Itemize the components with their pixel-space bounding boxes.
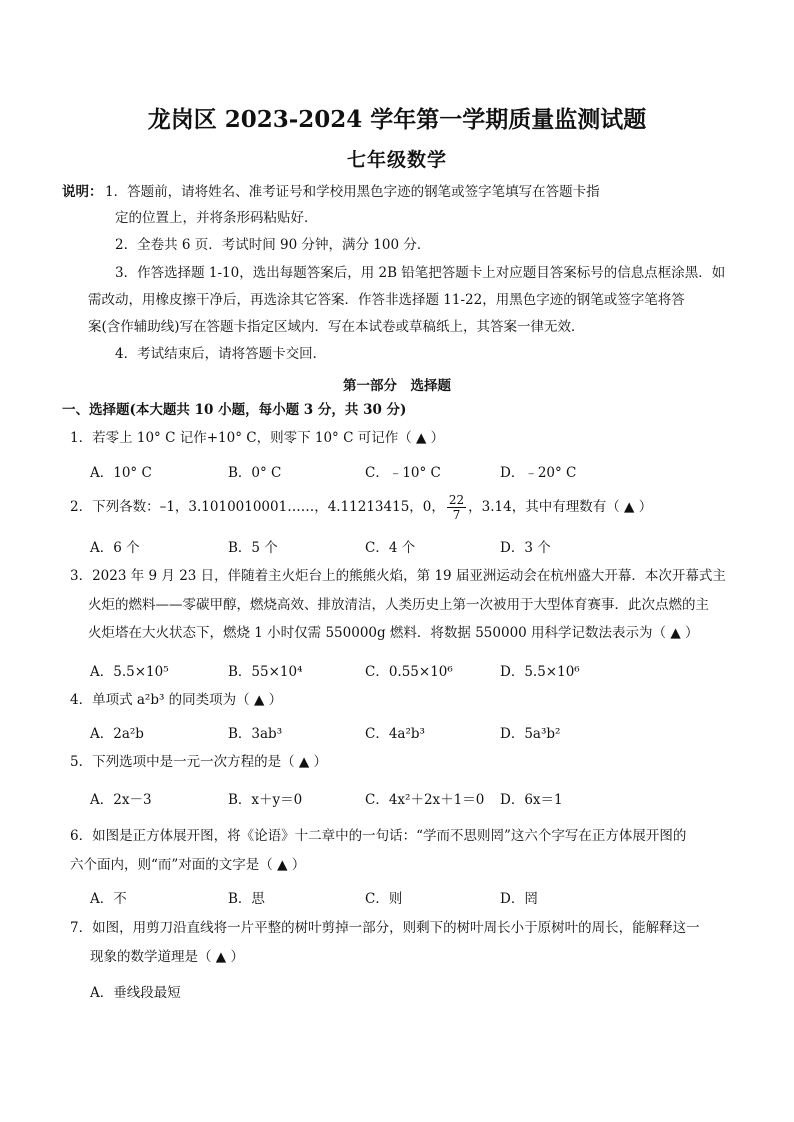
q1-option-b: B．0° C — [228, 465, 282, 481]
q5-stem: 5．下列选项中是一元一次方程的是（ ▲ ） — [70, 754, 328, 770]
q4-option-b: B．3ab³ — [228, 726, 283, 742]
q3-line-3: 火炬塔在大火状态下，燃烧 1 小时仅需 550000g 燃料．将数据 550000 用科学记数法表示为（ ▲ ） — [88, 625, 699, 641]
q4-option-a: A．2a²b — [90, 726, 144, 742]
q3-option-a: A．5.5×10⁵ — [90, 664, 169, 680]
q2-option-b: B．5 个 — [228, 540, 278, 556]
q4-option-d: D．5a³b² — [500, 726, 561, 742]
q5-option-c: C．4x²＋2x＋1＝0 — [365, 792, 485, 808]
q6-line-1: 6．如图是正方体展开图，将《论语》十二章中的一句话：“学而不思则罔”这六个字写在正方体展开图的 — [70, 828, 687, 844]
note-4: 4．考试结束后，请将答题卡交回． — [115, 346, 327, 362]
note-2: 2．全卷共 6 页．考试时间 90 分钟，满分 100 分． — [115, 237, 431, 253]
section-heading: 一、选择题(本大题共 10 小题，每小题 3 分，共 30 分) — [62, 402, 407, 418]
q2-fraction — [447, 493, 466, 522]
q5-option-b: B．x＋y＝0 — [228, 792, 303, 808]
page-subtitle: 七年级数学 — [346, 149, 447, 171]
q7-line-2: 现象的数学道理是（ ▲ ） — [90, 949, 244, 965]
note-3b: 需改动，用橡皮擦干净后，再选涂其它答案．作答非选择题 11-22，用黑色字迹的钢笔或签字笔将答 — [88, 292, 685, 308]
q6-option-d: D．罔 — [500, 891, 538, 907]
q1-option-d: D．﹣20° C — [500, 465, 577, 481]
q3-line-2: 火炬的燃料——零碳甲醇，燃烧高效、排放清洁，人类历史上第一次被用于大型体育赛事．此次点燃的主 — [88, 597, 709, 613]
q2-stem-pre: 2．下列各数：–1，3.1010010001……，4.11213415，0， — [70, 499, 445, 515]
q2-fraction-numerator: 22 — [448, 493, 465, 507]
q2-option-c: C．4 个 — [365, 540, 416, 556]
q6-line-2: 六个面内，则“而”对面的文字是（ ▲ ） — [70, 857, 306, 873]
note-1a: 1．答题前，请将姓名、准考证号和学校用黑色字迹的钢笔或签字笔填写在答题卡指 — [105, 184, 600, 200]
q3-option-b: B．55×10⁴ — [228, 664, 303, 680]
q4-stem: 4．单项式 a²b³ 的同类项为（ ▲ ） — [70, 692, 283, 708]
q5-option-d: D．6x＝1 — [500, 792, 563, 808]
q4-option-c: C．4a²b³ — [365, 726, 425, 742]
q5-option-a: A．2x－3 — [90, 792, 152, 808]
q3-option-d: D．5.5×10⁶ — [500, 664, 580, 680]
q2-fraction-denominator: 7 — [452, 508, 461, 522]
q2-option-d: D．3 个 — [500, 540, 551, 556]
page-title: 龙岗区 2023-2024 学年第一学期质量监测试题 — [147, 106, 647, 133]
note-3c: 案(含作辅助线)写在答题卡指定区域内．写在本试卷或草稿纸上，其答案一律无效． — [88, 319, 585, 335]
q1-stem: 1．若零上 10° C 记作+10° C，则零下 10° C 可记作（ ▲ ） — [70, 430, 445, 446]
note-3a: 3．作答选择题 1-10，选出每题答案后，用 2B 铅笔把答题卡上对应题目答案标号的信息点框涂黑．如 — [115, 265, 726, 281]
q3-line-1: 3．2023 年 9 月 23 日，伴随着主火炬台上的熊熊火焰，第 19 届亚洲运动会在杭州盛大开幕．本次开幕式主 — [70, 568, 726, 584]
q6-option-c: C．则 — [365, 891, 403, 907]
q7-option-a: A．垂线段最短 — [90, 985, 181, 1001]
q1-option-c: C．﹣10° C — [365, 465, 441, 481]
q1-option-a: A．10° C — [90, 465, 152, 481]
notes-label: 说明： — [62, 184, 103, 200]
q2-stem-post: ，3.14，其中有理数有（ ▲ ） — [468, 499, 653, 515]
part-heading: 第一部分 选择题 — [343, 378, 451, 394]
q3-option-c: C．0.55×10⁶ — [365, 664, 453, 680]
q2-stem — [70, 493, 652, 522]
note-1b: 定的位置上，并将条形码粘贴好． — [115, 210, 318, 226]
q7-line-1: 7．如图，用剪刀沿直线将一片平整的树叶剪掉一部分，则剩下的树叶周长小于原树叶的周长，能解释这一 — [70, 920, 700, 936]
q2-option-a: A．6 个 — [90, 540, 140, 556]
q6-option-a: A．不 — [90, 891, 127, 907]
q6-option-b: B．思 — [228, 891, 265, 907]
